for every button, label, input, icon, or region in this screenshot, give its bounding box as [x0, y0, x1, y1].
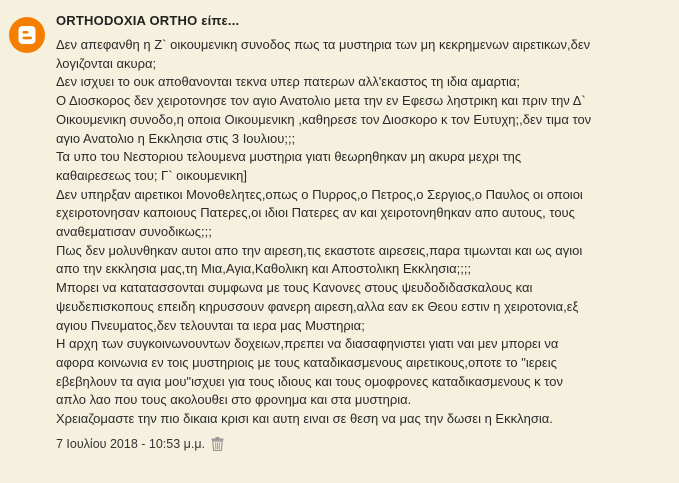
comment-line: εχειροτονησαν καποιους Πατερες,οι ιδιοι Πατερες αν και χειροτονηθηκαν απο αυτους, τους	[56, 205, 575, 221]
comment-body	[56, 36, 672, 429]
comment-line: Οικουμενικη συνοδο,η οποια Οικουμενικη ,καθηρεσε τον Διοσκορο κ τον Ευτυχη;,δεν τιμα τον	[56, 111, 592, 127]
comment-timestamp[interactable]: 7 Ιουλίου 2018 - 10:53 μ.μ.	[56, 436, 205, 451]
trash-icon[interactable]	[211, 437, 224, 451]
comment-line: Μπορει να κατατασσονται συμφωνα με τους Κανονες στους ψευδοδιδασκαλους και	[56, 280, 533, 296]
comment-line: αγιο Ανατολιο η Εκκλησια στις 3 Ιουλιου;;;	[56, 130, 296, 146]
comment-content	[56, 12, 672, 453]
comment-line: Δεν ισχυει το ουκ αποθανονται τεκνα υπερ πατερων αλλ'εκαστος τη ιδια αμαρτια;	[56, 74, 521, 90]
comment-line: λογιζονται ακυρα;	[56, 55, 157, 71]
comment-line: εβεβηλουν τα αγια μου"ισχυει για τους ιδιους και τους ομοφρονες καταδικασμενους κ τον	[56, 373, 563, 389]
comment-line: Δεν απεφανθη η Ζ` οικουμενικη συνοδος πως τα μυστηρια των μη κεκρημενων αιρετικων,δεν	[56, 37, 591, 52]
comment-line: Τα υπο του Νεστοριου τελουμενα μυστηρια γιατι θεωρηθηκαν μη ακυρα μεχρι της	[56, 149, 522, 165]
comment-line: αφορα κοινωνια εν τοις μυστηριοις με τους καταδικασμενους αιρετικους,οποτε το "ιερεις	[56, 354, 557, 370]
comment-line: καθαιρεσεως του; Γ` οικουμενικη]	[56, 167, 247, 183]
comment-line: ψευδεπισκοπους επειδη κηρυσσουν φανερη αιρεση,αλλα εαν εκ Θεου εστιν η χειροτονια,εξ	[56, 298, 579, 314]
comment-line: αναθεματισαν συνοδικως;;;	[56, 224, 212, 240]
comment-line: αγιου Πνευματος,δεν τελουνται τα ιερα μας Μυστηρια;	[56, 317, 365, 333]
comment-line: απλο λαο που τους ακολουθει στο φρονημα και στα μυστηρια.	[56, 392, 412, 408]
comment-line: απο την εκκλησια μας,τη Μια,Αγια,Καθολικη και Αποστολικη Εκκλησια;;;;	[56, 261, 472, 277]
comment-meta	[56, 435, 672, 453]
comment-line: Η αρχη των συγκοινωνουντων δοχειων,πρεπει να διασαφηνιστει γιατι ναι μεν μπορει να	[56, 336, 559, 352]
comment-line: Πως δεν μολυνθηκαν αυτοι απο την αιρεση,τις εκαστοτε αιρεσεις,παρα τιμωνται και ως αγιοι	[56, 242, 583, 258]
comment-line: Ο Διοσκορος δεν χειροτονησε τον αγιο Ανατολιο μετα την εν Εφεσω ληστρικη και πριν την Δ`	[56, 93, 586, 109]
comment-line: Χρειαζομαστε την πιο δικαια κρισι και αυτη ειναι σε θεση να μας την δωσει η Εκκλησια.	[56, 411, 553, 427]
comment-line: Δεν υπηρξαν αιρετικοι Μονοθελητες,οπως ο Πυρρος,ο Πετρος,ο Σεργιος,ο Παυλος οι οποιοι	[56, 186, 583, 202]
comment-author[interactable]: ORTHODOXIA ORTHO είπε...	[56, 13, 240, 28]
blogger-icon[interactable]	[9, 17, 45, 53]
